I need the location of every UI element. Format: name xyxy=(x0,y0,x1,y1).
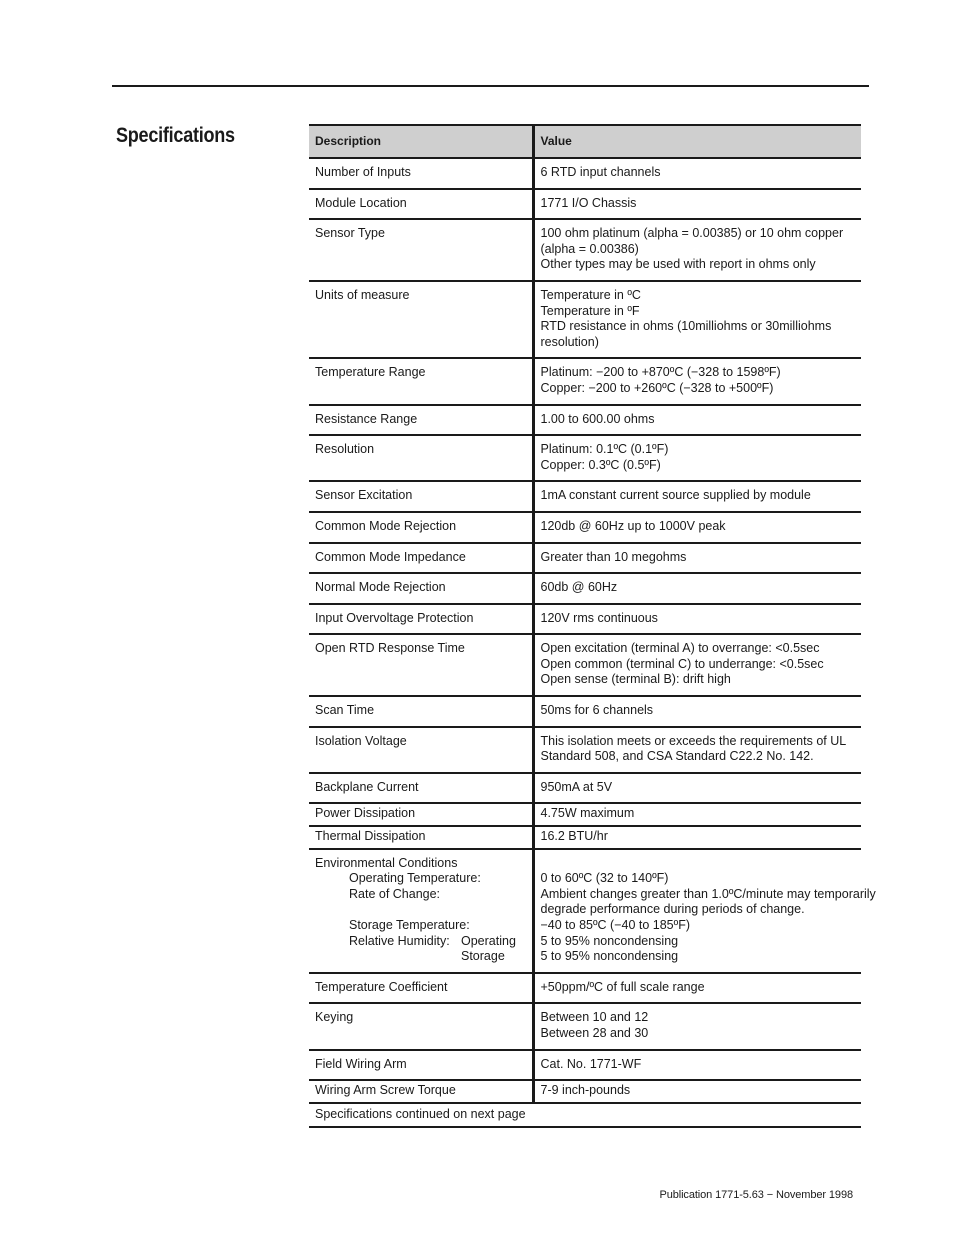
row-value: Temperature in ºC Temperature in ºF RTD resistance in ohms (10milliohms or 30milliohms resolution) xyxy=(533,281,861,358)
row-description: Wiring Arm Screw Torque xyxy=(309,1080,533,1103)
table-row xyxy=(309,973,861,1004)
table-row xyxy=(309,773,861,804)
section-title: Specifications xyxy=(116,124,235,147)
row-description: Common Mode Rejection xyxy=(309,512,533,543)
row-description: Keying xyxy=(309,1003,533,1049)
table-row xyxy=(309,281,861,358)
table-row xyxy=(309,573,861,604)
row-value: 16.2 BTU/hr xyxy=(533,826,861,849)
row-value: +50ppm/ºC of full scale range xyxy=(533,973,861,1004)
row-value: 120V rms continuous xyxy=(533,604,861,635)
table-row xyxy=(309,158,861,189)
table-row xyxy=(309,803,861,826)
row-value: 950mA at 5V xyxy=(533,773,861,804)
row-value: 50ms for 6 channels xyxy=(533,696,861,727)
table-row xyxy=(309,826,861,849)
humidity-operating-label: Operating xyxy=(461,933,516,948)
humidity-storage-label: Storage xyxy=(461,949,505,964)
table-row xyxy=(309,481,861,512)
table-row xyxy=(309,219,861,281)
row-description: Number of Inputs xyxy=(309,158,533,189)
table-row xyxy=(309,405,861,436)
row-description: Sensor Type xyxy=(309,219,533,281)
row-description: Thermal Dissipation xyxy=(309,826,533,849)
row-value: Cat. No. 1771-WF xyxy=(533,1050,861,1081)
row-description: Temperature Range xyxy=(309,358,533,404)
row-value: Platinum: 0.1ºC (0.1ºF) Copper: 0.3ºC (0.5ºF) xyxy=(533,435,861,481)
rate-of-change-label: Rate of Change: xyxy=(349,886,441,901)
row-description: Scan Time xyxy=(309,696,533,727)
table-row xyxy=(309,543,861,574)
table-row-environmental xyxy=(309,849,861,973)
table-row xyxy=(309,1080,861,1103)
row-value: Greater than 10 megohms xyxy=(533,543,861,574)
column-header-description: Description xyxy=(309,125,533,158)
column-header-value: Value xyxy=(533,125,861,158)
row-value: 0 to 60ºC (32 to 140ºF) Ambient changes greater than 1.0ºC/minute may temporarily degrade performance during periods of change. −40 to 85ºC (−40 to 185ºF) 5 to 95% noncondensing 5 to 95% noncondensing xyxy=(533,849,861,973)
row-value: 1.00 to 600.00 ohms xyxy=(533,405,861,436)
row-description: Power Dissipation xyxy=(309,803,533,826)
table-row xyxy=(309,189,861,220)
continued-note: Specifications continued on next page xyxy=(309,1103,861,1128)
table-row xyxy=(309,1050,861,1081)
row-description: Common Mode Impedance xyxy=(309,543,533,574)
row-description: Module Location xyxy=(309,189,533,220)
storage-temperature-label: Storage Temperature: xyxy=(349,918,470,932)
row-description: Open RTD Response Time xyxy=(309,634,533,696)
row-value: Open excitation (terminal A) to overrange: <0.5sec Open common (terminal C) to underrange: <0.5sec Open sense (terminal B): drift high xyxy=(533,634,861,696)
table-row xyxy=(309,727,861,773)
row-description xyxy=(309,849,533,973)
row-value: 4.75W maximum xyxy=(533,803,861,826)
environmental-title: Environmental Conditions xyxy=(315,855,458,870)
row-description: Sensor Excitation xyxy=(309,481,533,512)
specifications-table xyxy=(309,124,876,1128)
top-rule xyxy=(112,85,869,87)
row-description: Resistance Range xyxy=(309,405,533,436)
table-row xyxy=(309,634,861,696)
table-note-row xyxy=(309,1103,861,1128)
row-value: 1771 I/O Chassis xyxy=(533,189,861,220)
row-description: Units of measure xyxy=(309,281,533,358)
table-row xyxy=(309,512,861,543)
table-row xyxy=(309,1003,861,1049)
row-description: Backplane Current xyxy=(309,773,533,804)
row-description: Isolation Voltage xyxy=(309,727,533,773)
row-description: Field Wiring Arm xyxy=(309,1050,533,1081)
row-value: 7-9 inch-pounds xyxy=(533,1080,861,1103)
publication-footer: Publication 1771-5.63 − November 1998 xyxy=(659,1189,853,1201)
row-value: 120db @ 60Hz up to 1000V peak xyxy=(533,512,861,543)
table-row xyxy=(309,604,861,635)
row-value: Platinum: −200 to +870ºC (−328 to 1598ºF) Copper: −200 to +260ºC (−328 to +500ºF) xyxy=(533,358,861,404)
relative-humidity-label: Relative Humidity: xyxy=(349,933,450,948)
operating-temperature-label: Operating Temperature: xyxy=(349,871,481,886)
row-description: Normal Mode Rejection xyxy=(309,573,533,604)
row-description: Input Overvoltage Protection xyxy=(309,604,533,635)
row-value: 100 ohm platinum (alpha = 0.00385) or 10 ohm copper (alpha = 0.00386) Other types may be used with report in ohms only xyxy=(533,219,861,281)
row-value: This isolation meets or exceeds the requirements of UL Standard 508, and CSA Standard C22.2 No. 142. xyxy=(533,727,861,773)
table-row xyxy=(309,435,861,481)
table-header-row xyxy=(309,125,861,158)
row-value: 6 RTD input channels xyxy=(533,158,861,189)
row-value: Between 10 and 12 Between 28 and 30 xyxy=(533,1003,861,1049)
row-value: 60db @ 60Hz xyxy=(533,573,861,604)
row-description: Temperature Coefficient xyxy=(309,973,533,1004)
row-description: Resolution xyxy=(309,435,533,481)
table-row xyxy=(309,696,861,727)
table-row xyxy=(309,358,861,404)
row-value: 1mA constant current source supplied by module xyxy=(533,481,861,512)
